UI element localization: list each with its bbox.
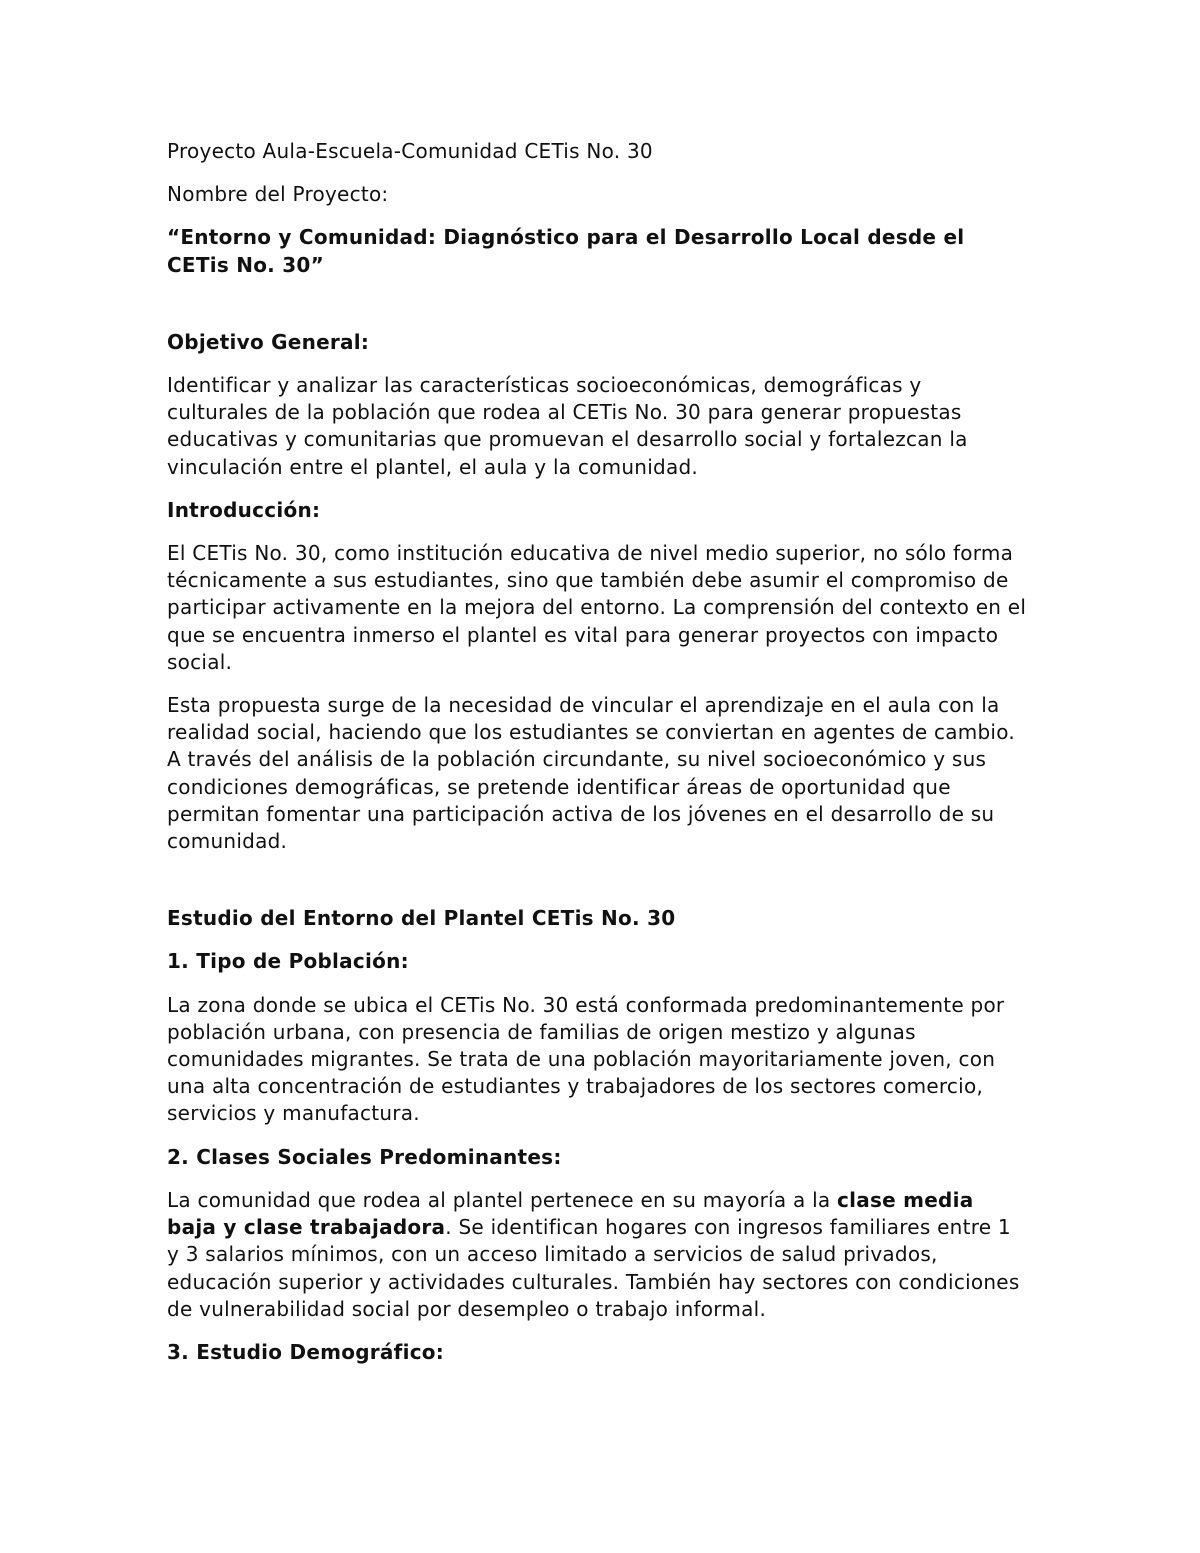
- section-2-text-bold: clase media baja y clase trabajadora: [167, 1187, 974, 1240]
- introduction-heading: Introducción:: [167, 497, 321, 522]
- section-3-heading: 3. Estudio Demográfico:: [167, 1339, 445, 1364]
- general-objective-heading: Objetivo General:: [167, 329, 370, 354]
- general-objective-text: Identificar y analizar las características socioeconómicas, demográficas y culturales de la población que rodea al CETis No. 30 para generar propuestas educativas y comunitarias que promuevan el desarrollo social y fortalezcan la vinculación entre el plantel, el aula y la comunidad.: [167, 373, 968, 479]
- project-name: “Entorno y Comunidad: Diagnóstico para el Desarrollo Local desde el CETis No. 30”: [167, 225, 965, 277]
- study-heading: Estudio del Entorno del Plantel CETis No. 30: [167, 906, 676, 931]
- section-2-text-before: La comunidad que rodea al plantel pertenece en su mayoría a la: [167, 1187, 837, 1212]
- document-body: [167, 138, 1027, 1366]
- introduction-paragraph-1: El CETis No. 30, como institución educativa de nivel medio superior, no sólo forma técnicamente a sus estudiantes, sino que también debe asumir el compromiso de participar activamente en la mejora del entorno. La comprensión del contexto en el que se encuentra inmerso el plantel es vital para generar proyectos con impacto social.: [167, 541, 1027, 674]
- section-2-text: [167, 1187, 1027, 1323]
- introduction-paragraph-2: Esta propuesta surge de la necesidad de vincular el aprendizaje en el aula con la realidad social, haciendo que los estudiantes se conviertan en agentes de cambio. A través del análisis de la población circundante, su nivel socioeconómico y sus condiciones demográficas, se pretende identificar áreas de oportunidad que permitan fomentar una participación activa de los jóvenes en el desarrollo de su comunidad.: [167, 693, 1015, 854]
- section-1-heading: 1. Tipo de Población:: [167, 949, 409, 974]
- project-name-label: Nombre del Proyecto:: [167, 182, 389, 207]
- section-2-text-after: . Se identifican hogares con ingresos familiares entre 1 y 3 salarios mínimos, con un acceso limitado a servicios de salud privados, educación superior y actividades culturales. También hay sectores con condiciones de vulnerabilidad social por desempleo o trabajo informal.: [167, 1215, 1020, 1321]
- section-1-text: La zona donde se ubica el CETis No. 30 está conformada predominantemente por población urbana, con presencia de familias de origen mestizo y algunas comunidades migrantes. Se trata de una población mayoritariamente joven, con una alta concentración de estudiantes y trabajadores de los sectores comercio, servicios y manufactura.: [167, 992, 1005, 1126]
- section-2-heading: 2. Clases Sociales Predominantes:: [167, 1144, 562, 1169]
- document-header-title: Proyecto Aula-Escuela-Comunidad CETis No. 30: [167, 139, 653, 163]
